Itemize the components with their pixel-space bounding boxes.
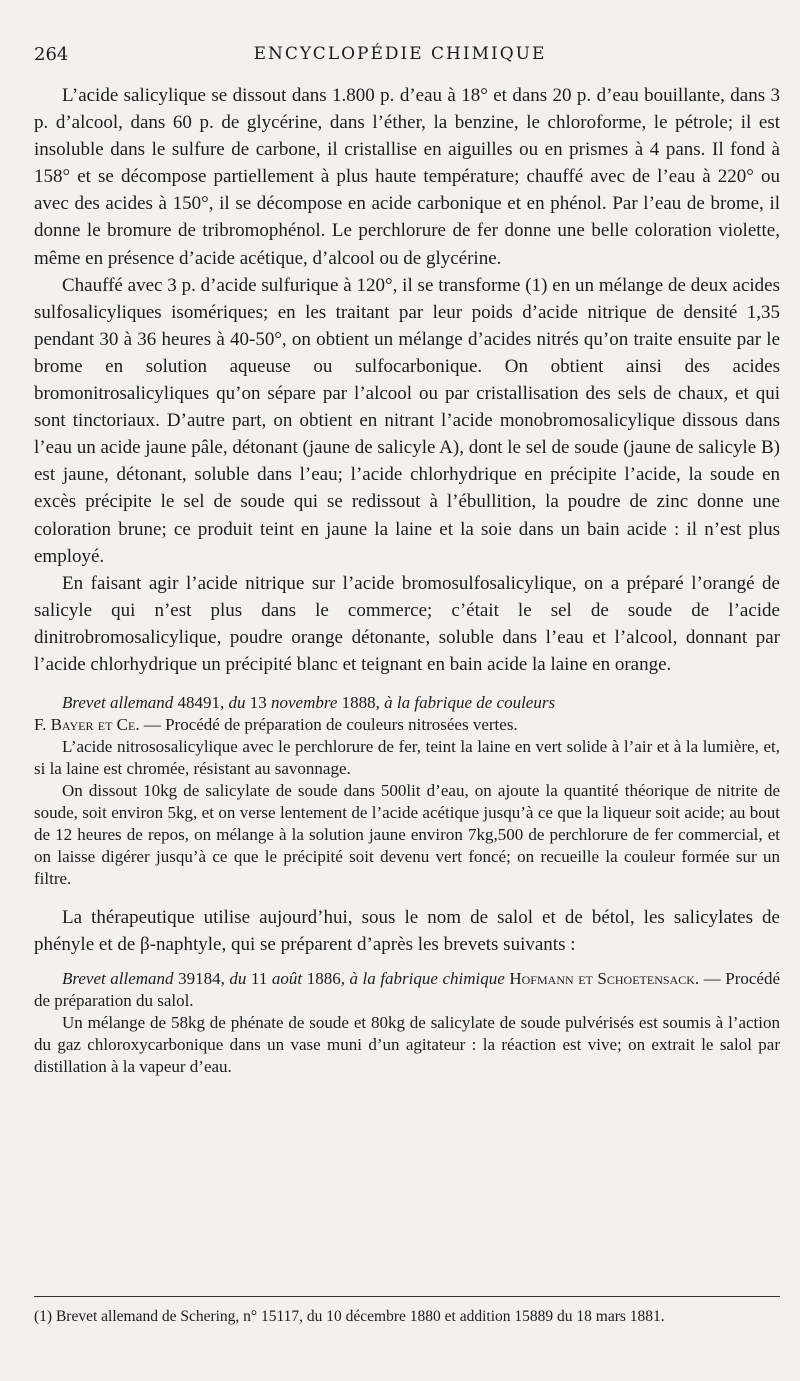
paragraph: L’acide nitrososalicylique avec le perchlorure de fer, teint la laine en vert solide à l’air et à la lumière, et, si la laine est chromée, résistant au savonnage. (34, 737, 780, 779)
section-hofmann-patent (34, 968, 780, 1078)
patent-company: F. Bayer et Ce. (34, 715, 140, 735)
paragraph: Un mélange de 58kg de phénate de soude et 80kg de salicylate de soude pulvérisés est soumis à l’action du gaz chloroxycarbonique dans un vase muni d’un agitateur : la réaction est vive; on extrait le salol par distillation à la vapeur d’eau. (34, 1013, 780, 1077)
paragraph: La thérapeutique utilise aujourd’hui, sous le nom de salol et de bétol, les salicylates de phényle et de β-naphtyle, qui se préparent d’après les brevets suivants : (34, 907, 780, 956)
patent-month: août (271, 969, 303, 989)
body-text (34, 82, 780, 1078)
patent-title: — Procédé de préparation de couleurs nitrosées vertes. (139, 715, 518, 735)
patent-du: du (228, 693, 246, 713)
page-header (34, 44, 766, 70)
section-bayer-patent (34, 692, 780, 890)
patent-company: Hofmann et Schoetensack. (504, 969, 700, 989)
page-number: 264 (34, 44, 69, 65)
patent-fabrique: à la fabrique de couleurs (384, 693, 556, 713)
patent-fabrique: à la fabrique chimique (349, 969, 505, 989)
section-salicylic-acid (34, 82, 780, 678)
footnote-rule (34, 1296, 780, 1297)
paragraph: En faisant agir l’acide nitrique sur l’acide bromosulfosalicylique, on a préparé l’orangé de salicyle qui n’est plus dans le commerce; c’était le sel de soude de l’acide dinitrobromosalicylique, poudre orange détonante, soluble dans l’eau et l’alcool, donnant par l’acide chlorhydrique un précipité blanc et teignant en bain acide la laine en orange. (34, 572, 780, 675)
patent-heading (34, 968, 780, 1012)
running-head: ENCYCLOPÉDIE CHIMIQUE (253, 44, 547, 64)
patent-number: 39184, (173, 969, 230, 989)
footnote: (1) Brevet allemand de Schering, n° 15117, du 10 décembre 1880 et addition 15889 du 18 mars 1881. (34, 1308, 665, 1325)
paragraph: On dissout 10kg de salicylate de soude dans 500lit d’eau, on ajoute la quantité théorique de nitrite de soude, soit environ 5kg, et on verse lentement de l’acide acétique jusqu’à ce que la liqueur soit acide; au bout de 12 heures de repos, on mélange à la solution jaune environ 7kg,500 de perchlorure de fer commercial, et on laisse digérer jusqu’à ce que le précipité soit devenu vert foncé; on recueille la couleur formée sur un filtre. (34, 781, 780, 889)
section-therapeutics (34, 904, 780, 958)
patent-day: 11 (246, 969, 272, 989)
patent-heading (34, 692, 780, 736)
patent-label: Brevet allemand (62, 969, 174, 989)
patent-du: du (229, 969, 247, 989)
patent-year: 1888, (337, 693, 385, 713)
patent-title: — Procédé de préparation du salol. (34, 969, 781, 1011)
paragraph: L’acide salicylique se dissout dans 1.800 p. d’eau à 18° et dans 20 p. d’eau bouillante, dans 3 p. d’alcool, dans 60 p. de glycérine, dans l’éther, la benzine, le chloroforme, le pétrole; il est insoluble dans le sulfure de carbone, il cristallise en aiguilles ou en prismes à 4 pans. Il fond à 158° et se décompose partiellement à plus haute température; chauffé avec de l’eau à 220° ou avec des acides à 150°, il se décompose en acide carbonique et en phénol. Par l’eau de brome, il donne le bromure de tribromophénol. Le perchlorure de fer donne une belle coloration violette, même en présence d’acide acétique, d’alcool ou de glycérine. (34, 85, 780, 269)
patent-label: Brevet allemand (62, 693, 174, 713)
paragraph: Chauffé avec 3 p. d’acide sulfurique à 120°, il se transforme (1) en un mélange de deux acides sulfosalicyliques isomériques; en les traitant par leur poids d’acide nitrique de densité 1,35 pendant 30 à 36 heures à 40-50°, on obtient un mélange d’acides nitrés qu’on traite ensuite par le brome en solution aqueuse ou sulfocarbonique. On obtient ainsi des acides bromonitrosalicyliques qu’on sépare par l’alcool ou par cristallisation des sels de chaux, et qui sont tinctoriaux. D’autre part, on obtient en nitrant l’acide monobromosalicylique dissous dans l’eau un acide jaune pâle, détonant (jaune de salicyle A), dont le sel de soude (jaune de salicyle B) est jaune, détonant, soluble dans l’eau; l’acide chlorhydrique en précipite l’acide, la soude en excès précipite le sel de soude qui se redissout à l’ébullition, la poudre de zinc donne une coloration brune; ce produit teint en jaune la laine et la soie dans un bain acide : il n’est plus employé. (34, 274, 780, 567)
patent-month: novembre (271, 693, 338, 713)
patent-number: 48491, (173, 693, 229, 713)
patent-year: 1886, (302, 969, 350, 989)
patent-day: 13 (245, 693, 271, 713)
